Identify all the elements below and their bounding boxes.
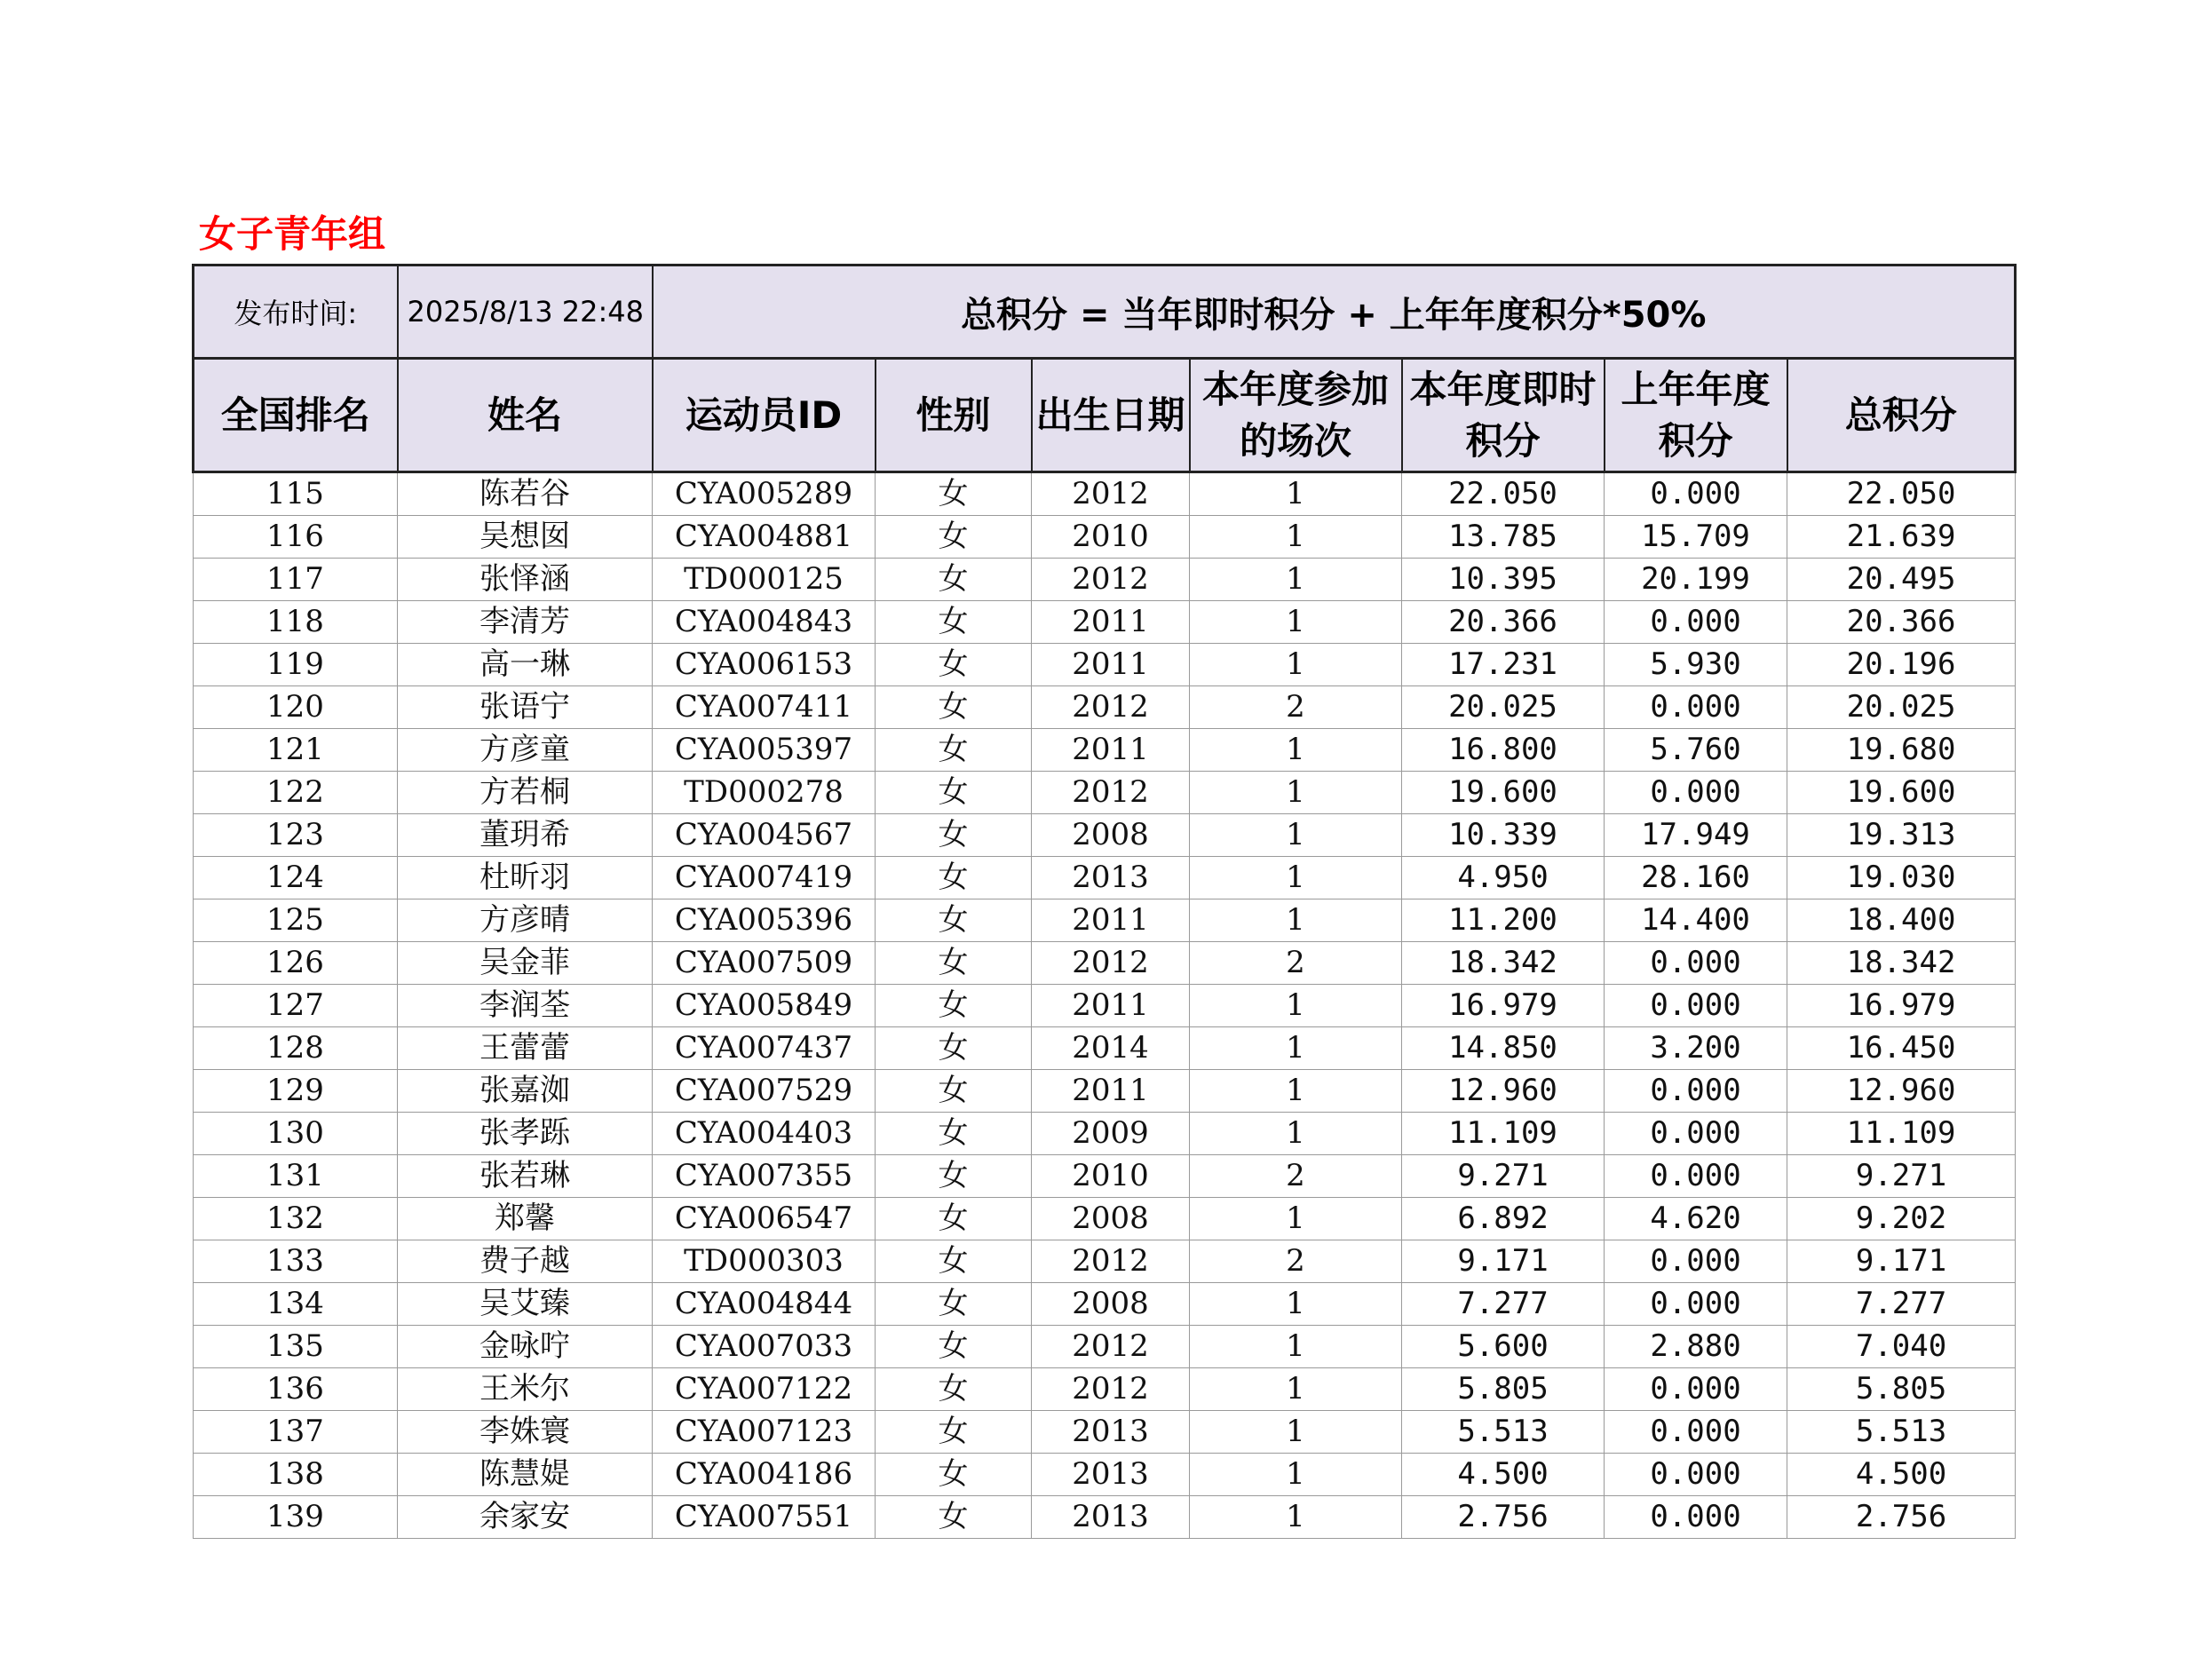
cell-athlete-id: CYA007529 (653, 1070, 876, 1113)
cell-rank: 116 (194, 516, 398, 559)
cell-birth: 2010 (1032, 1155, 1190, 1198)
cell-rank: 137 (194, 1411, 398, 1454)
cell-rank: 119 (194, 644, 398, 686)
cell-total-points: 4.500 (1787, 1454, 2016, 1496)
cell-current-points: 14.850 (1402, 1027, 1605, 1070)
cell-total-points: 12.960 (1787, 1070, 2016, 1113)
cell-events: 2 (1190, 942, 1402, 985)
cell-gender: 女 (876, 1326, 1032, 1368)
cell-athlete-id: CYA005289 (653, 472, 876, 516)
cell-rank: 134 (194, 1283, 398, 1326)
table-row (194, 686, 2016, 729)
cell-last-year-points: 2.880 (1605, 1326, 1787, 1368)
cell-last-year-points: 0.000 (1605, 1240, 1787, 1283)
cell-athlete-id: CYA004186 (653, 1454, 876, 1496)
cell-rank: 127 (194, 985, 398, 1027)
cell-rank: 121 (194, 729, 398, 772)
cell-gender: 女 (876, 1113, 1032, 1155)
column-header-rank: 全国排名 (194, 359, 398, 472)
cell-last-year-points: 0.000 (1605, 985, 1787, 1027)
cell-rank: 126 (194, 942, 398, 985)
cell-events: 1 (1190, 1368, 1402, 1411)
cell-total-points: 19.313 (1787, 814, 2016, 857)
cell-current-points: 12.960 (1402, 1070, 1605, 1113)
cell-birth: 2013 (1032, 1496, 1190, 1539)
cell-current-points: 10.395 (1402, 559, 1605, 601)
cell-birth: 2008 (1032, 814, 1190, 857)
cell-events: 1 (1190, 814, 1402, 857)
cell-birth: 2013 (1032, 1411, 1190, 1454)
cell-events: 2 (1190, 1240, 1402, 1283)
cell-current-points: 18.342 (1402, 942, 1605, 985)
cell-events: 1 (1190, 1283, 1402, 1326)
cell-last-year-points: 0.000 (1605, 1155, 1787, 1198)
cell-athlete-id: CYA007123 (653, 1411, 876, 1454)
cell-events: 1 (1190, 1198, 1402, 1240)
table-row (194, 1198, 2016, 1240)
cell-name: 董玥希 (398, 814, 653, 857)
cell-gender: 女 (876, 1198, 1032, 1240)
table-row (194, 1240, 2016, 1283)
cell-current-points: 17.231 (1402, 644, 1605, 686)
cell-birth: 2012 (1032, 772, 1190, 814)
cell-events: 1 (1190, 857, 1402, 899)
cell-total-points: 7.277 (1787, 1283, 2016, 1326)
cell-current-points: 5.513 (1402, 1411, 1605, 1454)
cell-total-points: 9.271 (1787, 1155, 2016, 1198)
cell-rank: 132 (194, 1198, 398, 1240)
cell-rank: 128 (194, 1027, 398, 1070)
cell-birth: 2011 (1032, 985, 1190, 1027)
cell-name: 王蕾蕾 (398, 1027, 653, 1070)
cell-birth: 2014 (1032, 1027, 1190, 1070)
cell-gender: 女 (876, 1411, 1032, 1454)
cell-name: 费子越 (398, 1240, 653, 1283)
cell-birth: 2012 (1032, 1326, 1190, 1368)
cell-athlete-id: CYA007437 (653, 1027, 876, 1070)
column-header-events: 本年度参加的场次 (1190, 359, 1402, 472)
table-row (194, 644, 2016, 686)
cell-events: 2 (1190, 686, 1402, 729)
cell-athlete-id: CYA005397 (653, 729, 876, 772)
cell-total-points: 19.600 (1787, 772, 2016, 814)
cell-athlete-id: CYA007509 (653, 942, 876, 985)
cell-rank: 135 (194, 1326, 398, 1368)
cell-birth: 2013 (1032, 1454, 1190, 1496)
cell-total-points: 18.342 (1787, 942, 2016, 985)
cell-athlete-id: CYA006153 (653, 644, 876, 686)
cell-gender: 女 (876, 472, 1032, 516)
cell-current-points: 11.200 (1402, 899, 1605, 942)
cell-current-points: 13.785 (1402, 516, 1605, 559)
cell-total-points: 19.030 (1787, 857, 2016, 899)
table-row (194, 899, 2016, 942)
cell-last-year-points: 0.000 (1605, 1454, 1787, 1496)
cell-gender: 女 (876, 1027, 1032, 1070)
cell-rank: 125 (194, 899, 398, 942)
cell-events: 1 (1190, 772, 1402, 814)
score-formula: 总积分 = 当年即时积分 + 上年年度积分*50% (653, 265, 2016, 359)
cell-birth: 2011 (1032, 644, 1190, 686)
cell-birth: 2011 (1032, 899, 1190, 942)
cell-rank: 136 (194, 1368, 398, 1411)
cell-athlete-id: TD000125 (653, 559, 876, 601)
publish-time-value: 2025/8/13 22:48 (398, 265, 653, 359)
cell-events: 1 (1190, 729, 1402, 772)
cell-gender: 女 (876, 559, 1032, 601)
cell-gender: 女 (876, 899, 1032, 942)
cell-birth: 2011 (1032, 729, 1190, 772)
cell-rank: 133 (194, 1240, 398, 1283)
cell-events: 1 (1190, 601, 1402, 644)
table-row (194, 1368, 2016, 1411)
table-row (194, 1027, 2016, 1070)
cell-birth: 2012 (1032, 942, 1190, 985)
cell-gender: 女 (876, 1070, 1032, 1113)
cell-gender: 女 (876, 942, 1032, 985)
cell-events: 1 (1190, 644, 1402, 686)
cell-name: 张嘉洳 (398, 1070, 653, 1113)
cell-birth: 2008 (1032, 1283, 1190, 1326)
cell-name: 李姝寰 (398, 1411, 653, 1454)
cell-birth: 2013 (1032, 857, 1190, 899)
cell-last-year-points: 20.199 (1605, 559, 1787, 601)
cell-name: 陈若谷 (398, 472, 653, 516)
cell-last-year-points: 0.000 (1605, 1070, 1787, 1113)
table-row (194, 1496, 2016, 1539)
cell-athlete-id: CYA004843 (653, 601, 876, 644)
cell-name: 金咏咛 (398, 1326, 653, 1368)
cell-gender: 女 (876, 1155, 1032, 1198)
cell-last-year-points: 5.760 (1605, 729, 1787, 772)
cell-last-year-points: 0.000 (1605, 1283, 1787, 1326)
cell-total-points: 9.202 (1787, 1198, 2016, 1240)
cell-name: 吴金菲 (398, 942, 653, 985)
cell-total-points: 5.805 (1787, 1368, 2016, 1411)
cell-athlete-id: CYA004844 (653, 1283, 876, 1326)
cell-current-points: 6.892 (1402, 1198, 1605, 1240)
cell-gender: 女 (876, 1283, 1032, 1326)
cell-last-year-points: 3.200 (1605, 1027, 1787, 1070)
table-row (194, 772, 2016, 814)
cell-name: 张若琳 (398, 1155, 653, 1198)
cell-last-year-points: 14.400 (1605, 899, 1787, 942)
cell-name: 张怿涵 (398, 559, 653, 601)
cell-name: 方彦晴 (398, 899, 653, 942)
cell-total-points: 7.040 (1787, 1326, 2016, 1368)
cell-total-points: 11.109 (1787, 1113, 2016, 1155)
table-row (194, 814, 2016, 857)
cell-birth: 2011 (1032, 601, 1190, 644)
cell-current-points: 5.600 (1402, 1326, 1605, 1368)
cell-name: 王米尔 (398, 1368, 653, 1411)
cell-current-points: 19.600 (1402, 772, 1605, 814)
cell-last-year-points: 0.000 (1605, 1496, 1787, 1539)
table-row (194, 559, 2016, 601)
cell-current-points: 10.339 (1402, 814, 1605, 857)
cell-events: 1 (1190, 899, 1402, 942)
cell-gender: 女 (876, 857, 1032, 899)
cell-current-points: 20.366 (1402, 601, 1605, 644)
cell-total-points: 20.366 (1787, 601, 2016, 644)
cell-current-points: 20.025 (1402, 686, 1605, 729)
cell-gender: 女 (876, 644, 1032, 686)
cell-name: 余家安 (398, 1496, 653, 1539)
cell-total-points: 20.025 (1787, 686, 2016, 729)
cell-events: 1 (1190, 1027, 1402, 1070)
cell-last-year-points: 15.709 (1605, 516, 1787, 559)
cell-athlete-id: CYA004567 (653, 814, 876, 857)
cell-total-points: 22.050 (1787, 472, 2016, 516)
cell-rank: 123 (194, 814, 398, 857)
column-header-athlete-id: 运动员ID (653, 359, 876, 472)
column-header-name: 姓名 (398, 359, 653, 472)
cell-events: 1 (1190, 1326, 1402, 1368)
cell-rank: 139 (194, 1496, 398, 1539)
cell-rank: 120 (194, 686, 398, 729)
cell-name: 陈慧媞 (398, 1454, 653, 1496)
cell-rank: 122 (194, 772, 398, 814)
cell-events: 1 (1190, 1070, 1402, 1113)
cell-athlete-id: TD000278 (653, 772, 876, 814)
cell-gender: 女 (876, 814, 1032, 857)
cell-athlete-id: CYA007411 (653, 686, 876, 729)
table-row (194, 1070, 2016, 1113)
cell-events: 1 (1190, 472, 1402, 516)
cell-gender: 女 (876, 729, 1032, 772)
cell-last-year-points: 5.930 (1605, 644, 1787, 686)
column-header-gender: 性别 (876, 359, 1032, 472)
cell-rank: 115 (194, 472, 398, 516)
cell-events: 1 (1190, 1496, 1402, 1539)
cell-name: 张语宁 (398, 686, 653, 729)
column-header-total-points: 总积分 (1787, 359, 2016, 472)
cell-gender: 女 (876, 686, 1032, 729)
cell-last-year-points: 17.949 (1605, 814, 1787, 857)
cell-name: 高一琳 (398, 644, 653, 686)
cell-last-year-points: 0.000 (1605, 686, 1787, 729)
cell-birth: 2011 (1032, 1070, 1190, 1113)
cell-birth: 2012 (1032, 686, 1190, 729)
table-row (194, 729, 2016, 772)
cell-last-year-points: 28.160 (1605, 857, 1787, 899)
cell-name: 吴艾臻 (398, 1283, 653, 1326)
cell-athlete-id: CYA006547 (653, 1198, 876, 1240)
cell-name: 杜昕羽 (398, 857, 653, 899)
cell-last-year-points: 0.000 (1605, 601, 1787, 644)
cell-events: 1 (1190, 559, 1402, 601)
cell-gender: 女 (876, 985, 1032, 1027)
cell-last-year-points: 0.000 (1605, 1368, 1787, 1411)
cell-total-points: 18.400 (1787, 899, 2016, 942)
table-row (194, 985, 2016, 1027)
cell-gender: 女 (876, 1496, 1032, 1539)
publish-info-row (194, 265, 2016, 359)
cell-total-points: 19.680 (1787, 729, 2016, 772)
cell-name: 郑馨 (398, 1198, 653, 1240)
cell-birth: 2012 (1032, 1240, 1190, 1283)
cell-current-points: 22.050 (1402, 472, 1605, 516)
cell-rank: 124 (194, 857, 398, 899)
cell-current-points: 11.109 (1402, 1113, 1605, 1155)
table-row (194, 516, 2016, 559)
cell-gender: 女 (876, 1368, 1032, 1411)
table-row (194, 601, 2016, 644)
publish-time-label: 发布时间: (194, 265, 398, 359)
cell-current-points: 16.979 (1402, 985, 1605, 1027)
cell-last-year-points: 0.000 (1605, 1411, 1787, 1454)
cell-events: 1 (1190, 985, 1402, 1027)
cell-name: 李清芳 (398, 601, 653, 644)
cell-total-points: 2.756 (1787, 1496, 2016, 1539)
cell-current-points: 9.171 (1402, 1240, 1605, 1283)
cell-birth: 2009 (1032, 1113, 1190, 1155)
cell-name: 吴想囡 (398, 516, 653, 559)
cell-name: 方若桐 (398, 772, 653, 814)
cell-last-year-points: 0.000 (1605, 942, 1787, 985)
cell-name: 方彦童 (398, 729, 653, 772)
table-row (194, 1326, 2016, 1368)
cell-athlete-id: CYA005396 (653, 899, 876, 942)
cell-total-points: 16.450 (1787, 1027, 2016, 1070)
cell-athlete-id: CYA007033 (653, 1326, 876, 1368)
table-row (194, 942, 2016, 985)
cell-athlete-id: CYA007419 (653, 857, 876, 899)
cell-current-points: 7.277 (1402, 1283, 1605, 1326)
cell-current-points: 16.800 (1402, 729, 1605, 772)
cell-events: 1 (1190, 1454, 1402, 1496)
cell-athlete-id: CYA007122 (653, 1368, 876, 1411)
cell-birth: 2012 (1032, 1368, 1190, 1411)
table-row (194, 1283, 2016, 1326)
cell-events: 2 (1190, 1155, 1402, 1198)
cell-gender: 女 (876, 601, 1032, 644)
cell-last-year-points: 0.000 (1605, 1113, 1787, 1155)
cell-name: 张孝跞 (398, 1113, 653, 1155)
table-row (194, 472, 2016, 516)
cell-total-points: 16.979 (1787, 985, 2016, 1027)
cell-name: 李润荃 (398, 985, 653, 1027)
cell-rank: 138 (194, 1454, 398, 1496)
cell-current-points: 9.271 (1402, 1155, 1605, 1198)
cell-athlete-id: CYA004881 (653, 516, 876, 559)
cell-total-points: 9.171 (1787, 1240, 2016, 1283)
cell-birth: 2012 (1032, 472, 1190, 516)
cell-events: 1 (1190, 1411, 1402, 1454)
table-row (194, 1411, 2016, 1454)
cell-athlete-id: CYA007551 (653, 1496, 876, 1539)
cell-gender: 女 (876, 772, 1032, 814)
cell-athlete-id: CYA007355 (653, 1155, 876, 1198)
cell-athlete-id: CYA005849 (653, 985, 876, 1027)
cell-current-points: 4.500 (1402, 1454, 1605, 1496)
cell-rank: 130 (194, 1113, 398, 1155)
cell-athlete-id: TD000303 (653, 1240, 876, 1283)
cell-gender: 女 (876, 516, 1032, 559)
cell-athlete-id: CYA004403 (653, 1113, 876, 1155)
cell-gender: 女 (876, 1454, 1032, 1496)
cell-total-points: 20.196 (1787, 644, 2016, 686)
column-header-row (194, 359, 2016, 472)
cell-last-year-points: 0.000 (1605, 472, 1787, 516)
cell-events: 1 (1190, 1113, 1402, 1155)
cell-birth: 2010 (1032, 516, 1190, 559)
cell-current-points: 4.950 (1402, 857, 1605, 899)
ranking-table (192, 264, 2017, 1539)
cell-birth: 2012 (1032, 559, 1190, 601)
cell-total-points: 5.513 (1787, 1411, 2016, 1454)
cell-birth: 2008 (1032, 1198, 1190, 1240)
cell-total-points: 20.495 (1787, 559, 2016, 601)
cell-last-year-points: 4.620 (1605, 1198, 1787, 1240)
cell-total-points: 21.639 (1787, 516, 2016, 559)
column-header-current-points: 本年度即时积分 (1402, 359, 1605, 472)
cell-rank: 118 (194, 601, 398, 644)
cell-rank: 117 (194, 559, 398, 601)
group-title: 女子青年组 (199, 212, 386, 256)
table-row (194, 1454, 2016, 1496)
cell-last-year-points: 0.000 (1605, 772, 1787, 814)
column-header-birth: 出生日期 (1032, 359, 1190, 472)
table-row (194, 1155, 2016, 1198)
cell-events: 1 (1190, 516, 1402, 559)
cell-current-points: 5.805 (1402, 1368, 1605, 1411)
cell-rank: 129 (194, 1070, 398, 1113)
cell-gender: 女 (876, 1240, 1032, 1283)
cell-rank: 131 (194, 1155, 398, 1198)
cell-current-points: 2.756 (1402, 1496, 1605, 1539)
column-header-last-year-points: 上年年度积分 (1605, 359, 1787, 472)
table-row (194, 857, 2016, 899)
table-row (194, 1113, 2016, 1155)
